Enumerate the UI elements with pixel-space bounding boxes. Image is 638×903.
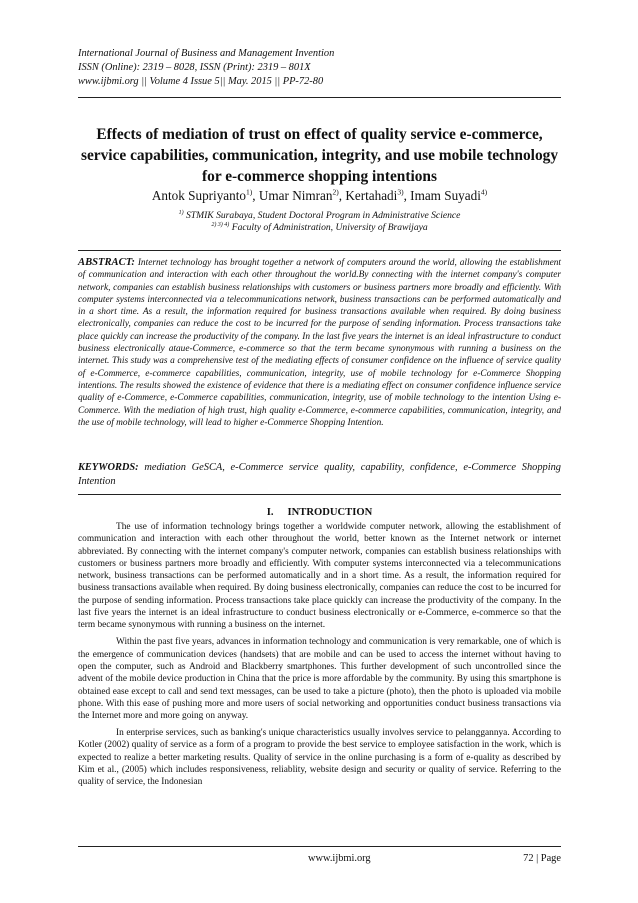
affiliation: $^{1)}$ STMIK Surabaya, Student Doctoral Program in Administrative Science (178, 210, 461, 222)
paper-title: Effects of mediation of trust on effect of quality service e-commerce, service capabilities, communication, integrity, and use mobile technology for e-commerce shopping intentions (80, 126, 559, 185)
journal-header (78, 47, 561, 89)
author-list (78, 184, 561, 205)
keywords-label: KEYWORDS: (78, 462, 139, 473)
author: Umar Nimran$^{2)}$, (258, 188, 346, 204)
paragraph: Within the past five years, advances in information technology and communication is very remarkable, one of which is the emergence of communication devices (handsets) that are mobile and can be used to access the internet without having to open the computer, such as Android and Blackberry smartphones. This further development of such uncontrolled since the advent of the mobile device production in China that the price is more affordable by the community. By using this smartphone is obtained ease except to call and send text messages, can be used to take a picture (photo), then the photo is uploaded via mobile phone. With this ease of pushing more and more users of social networking and opportunities conduct business transactions via the Internet more and more going on anyway. (78, 637, 561, 722)
keywords-text: mediation GeSCA, e-Commerce service quality, capability, confidence, e-Commerce Shopping Intention (78, 462, 562, 487)
section-title: INTRODUCTION (287, 507, 373, 518)
paragraph: The use of information technology brings together a worldwide computer network, allowing the establishment of communication and interaction with each other throughout the world, better known as the Internet network or internet abbreviated. By connecting with the internet company's computer network, companies can establish business relationships with customers or business partners more broadly and efficiently. With computer systems interconnected via a telecommunications network, business transactions can be performed automatically and in a short time. As a result, the information required for business transactions available when required. By doing business electronically, companies can reduce the cost to be incurred for the purpose of sending information. Process transactions take place quickly can increase the productivity of the company. In the last five years the internet is an ideal infrastructure to conduct business electronically or e-Commerce, e-commerce so that the term became synonymous with running a business on the internet. (78, 522, 561, 631)
author: Kertahadi$^{3)}$, (345, 188, 411, 204)
abstract-divider (78, 250, 561, 251)
journal-issn: ISSN (Online): 2319 – 8028, ISSN (Print): 2319 – 801X (78, 62, 311, 73)
author: Imam Suyadi$^{4)}$ (410, 188, 488, 204)
keywords-divider (78, 494, 561, 495)
page-number: 72 | Page (523, 853, 561, 864)
header-divider (78, 97, 561, 98)
journal-name: International Journal of Business and Management Invention (78, 48, 335, 59)
abstract-text: Internet technology has brought together a network of computers around the world, allowing the establishment of communication and interaction with each other throughout the world.By connecting with the internet company's computer network, companies can establish business relationships with customers or business partners more broadly and efficiently. With computer systems interconnected via a telecommunications network, business transactions can be performed automatically and in a short time. As a result, the information required for business transactions available when required. By doing business electronically, companies can reduce the cost to be incurred for the purpose of sending information. Process transactions take place quickly can increase the productivity of the company. In the last five years the internet is an ideal infrastructure to conduct business electronically ataue-Commerce, e-commerce so that the term became synonymous with running a business on the internet. This study was a comprehensive test of the mediating effects of consumer confidence on the influence of service quality of e-Commerce, e-commerce capabilities, communication, integrity, use of mobile technology for e-Commerce Shopping intentions. The results showed the existence of evidence that there is a mediating effect on consumer confidence influence service quality of e-Commerce, e-Commerce capabilities, communication, integrity, use of mobile technology to the intention Using e-Commerce. With the mediation of high trust, high quality e-Commerce, e-commerce capabilities, communication, integrity, and the use of mobile technology, will lead to higher e-Commerce Shopping Intention. (78, 258, 561, 428)
paragraph: In enterprise services, such as banking's unique characteristics usually involves service to pelanggannya. According to Kotler (2002) quality of service as a form of a program to provide the best service to employee satisfaction in the work, which is expected to realize a better marketing results. Quality of service in the online purchasing is a form of e-quality as described by Kim et al., (2005) which includes responsiveness, reliablity, website design and security or quality of service. Referring to the quality of service, the Indonesian (78, 728, 561, 788)
body-text (78, 521, 561, 793)
journal-volume: www.ijbmi.org || Volume 4 Issue 5|| May. 2015 || PP-72-80 (78, 76, 324, 87)
footer-site: www.ijbmi.org (308, 853, 371, 864)
abstract-label: ABSTRACT: (78, 257, 135, 268)
affiliation: $^{2) 3) 4)}$ Faculty of Administration, University of Brawijaya (211, 222, 428, 234)
section-number: I. (266, 507, 274, 518)
author: Antok Supriyanto$^{1)}$, (151, 188, 259, 204)
abstract (78, 257, 561, 429)
section-heading (78, 506, 561, 520)
footer-divider (78, 846, 561, 847)
keywords (78, 461, 561, 489)
